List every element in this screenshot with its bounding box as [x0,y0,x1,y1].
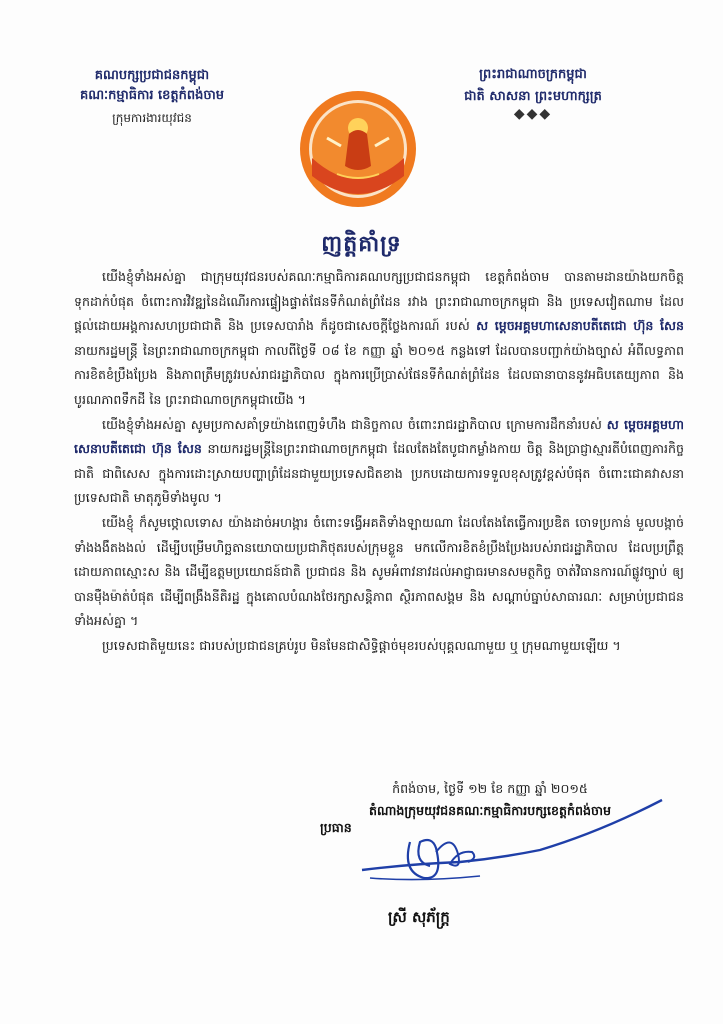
paragraph-3: យើងខ្ញុំ ក៏សូមថ្កោលទោស យ៉ាងដាច់អហង្ការ ចំពោះទង្វើអគតិទាំងឡាយណា ដែលតែងតែធ្វើការប្រឌិត ចោទប្រកាន់ មួលបង្កាច់ទាំងងងឹតងងល់ ដើម្បីបម្រើមហិច្ឆតានយោបាយប្រជាភិថុតរបស់ក្រុមខ្លួន មកលើការខិតខំប្រឹងប្រែងរបស់រាជរដ្ឋាភិបាល ដែលប្រព្រឹត្តដោយភាពស្មោះស និង ដើម្បីឧត្តមប្រយោជន៍ជាតិ ប្រជាជន និង សូមអំពាវនាវដល់អាជ្ញាធរមានសមត្ថកិច្ច ចាត់វិធានការណ៍ផ្លូវច្បាប់ ឲ្យបានម៉ឺងម៉ាត់បំផុត ដើម្បីពង្រឹងនីតិរដ្ឋ ក្នុងគោលបំណងថែរក្សាសន្តិភាព ស្ថិរភាពសង្គម និង សណ្តាប់ធ្នាប់សាធារណៈ សម្រាប់ប្រជាជនទាំងអស់គ្នា ។ [74,514,684,629]
motto-line: ជាតិ សាសនា ព្រះមហាក្សត្រ [464,89,602,104]
signatory-name: ស្រី សុភ័ក្ត្រ [388,908,450,926]
party-name: គណបក្សប្រជាជនកម្ពុជា [94,68,210,83]
paragraph-2: យើងខ្ញុំទាំងអស់គ្នា សូមប្រកាសគាំទ្រយ៉ាងពេញទំហឹង ជានិច្ចកាល ចំពោះរាជរដ្ឋាភិបាល ក្រោមការដឹកនាំរបស់ ស ម្តេចអគ្គមហាសេនាបតីតេជោ ហ៊ុន សែន នាយករដ្ឋមន្ត្រីនៃព្រះរាជាណាចក្រកម្ពុជា ដែលតែងតែបូជាកម្លាំងកាយ ចិត្ត និងប្រាជ្ញាស្មារតីបំពេញភារកិច្ចជាតិ ជាពិសេស ក្នុងការដោះស្រាយបញ្ហាព្រំដែនជាមួយប្រទេសជិតខាង ប្រកបដោយការទទួលខុសត្រូវខ្ពស់បំផុត ចំពោះជោគវាសនាប្រទេសជាតិ មាតុភូមិទាំងមូល ។ [74,416,684,506]
working-group: ក្រុមការងារយុវជន [112,111,192,125]
document-title: ញត្តិគាំទ្រ [321,232,402,257]
header-left [52,66,252,128]
committee-name: គណៈកម្មាធិការ ខេត្តកំពង់ចាម [79,88,224,103]
kingdom-line: ព្រះរាជាណាចក្រកម្ពុជា [479,67,587,82]
pm-title-2: ស ម្តេចអគ្គមហាសេនាបតីតេជោ ហ៊ុន សែន [74,416,684,457]
header-right [388,64,678,120]
paragraph-1: យើងខ្ញុំទាំងអស់គ្នា ជាក្រុមយុវជនរបស់គណៈកម្មាធិការគណបក្សប្រជាជនកម្ពុជា ខេត្តកំពង់ចាម បានតាមដានយ៉ាងយកចិត្តទុកដាក់បំផុត ចំពោះការវិវឌ្ឍនៃដំណើរការផ្ទៀងផ្ទាត់ផែនទីកំណត់ព្រំដែន រវាង ព្រះរាជាណាចក្រកម្ពុជា និង ប្រទេសវៀតណាម ដែលផ្តល់ដោយអង្គការសហប្រជាជាតិ និង ប្រទេសបារាំង ក៏ដូចជាសេចក្តីថ្លែងការណ៍ របស់ ស ម្តេចអគ្គមហាសេនាបតីតេជោ ហ៊ុន សែន នាយករដ្ឋមន្ត្រី នៃព្រះរាជាណាចក្រកម្ពុជា កាលពីថ្ងៃទី ០៨ ខែ កញ្ញា ឆ្នាំ ២០១៥ កន្លងទៅ ដែលបានបញ្ជាក់យ៉ាងច្បាស់ អំពីលទ្ធភាព ការខិតខំប្រឹងប្រែង និងភាពត្រឹមត្រូវរបស់រាជរដ្ឋាភិបាល ក្នុងការប្រើប្រាស់ផែនទីកំណត់ព្រំដែន ដែលធានាបាននូវអធិបតេយ្យភាព និងបូរណភាពទឹកដី នៃ ព្រះរាជាណាចក្រកម្ពុជាយើង ។ [74,269,684,407]
signatory-org: តំណាងក្រុមយុវជនគណៈកម្មាធិការបក្សខេត្តកំពង់ចាម [369,803,611,818]
signatory-role: ប្រធាន [320,820,352,835]
party-logo-icon [297,88,419,210]
place-date: កំពង់ចាម, ថ្ងៃទី ១២ ខែ កញ្ញា ឆ្នាំ ២០១៥ [392,781,588,796]
paragraph-4: ប្រទេសជាតិមួយនេះ ជារបស់ប្រជាជនគ្រប់រូប មិនមែនជាសិទ្ធិផ្តាច់មុខរបស់បុគ្គលណាមួយ ឬ ក្រុមណាមួយឡើយ ។ [102,637,621,653]
handwritten-signature [340,792,670,904]
petition-body [74,265,684,659]
header-ornament: ◆◆◆ [513,106,553,122]
pm-title: ស ម្តេចអគ្គមហាសេនាបតីតេជោ ហ៊ុន សែន [476,318,684,334]
